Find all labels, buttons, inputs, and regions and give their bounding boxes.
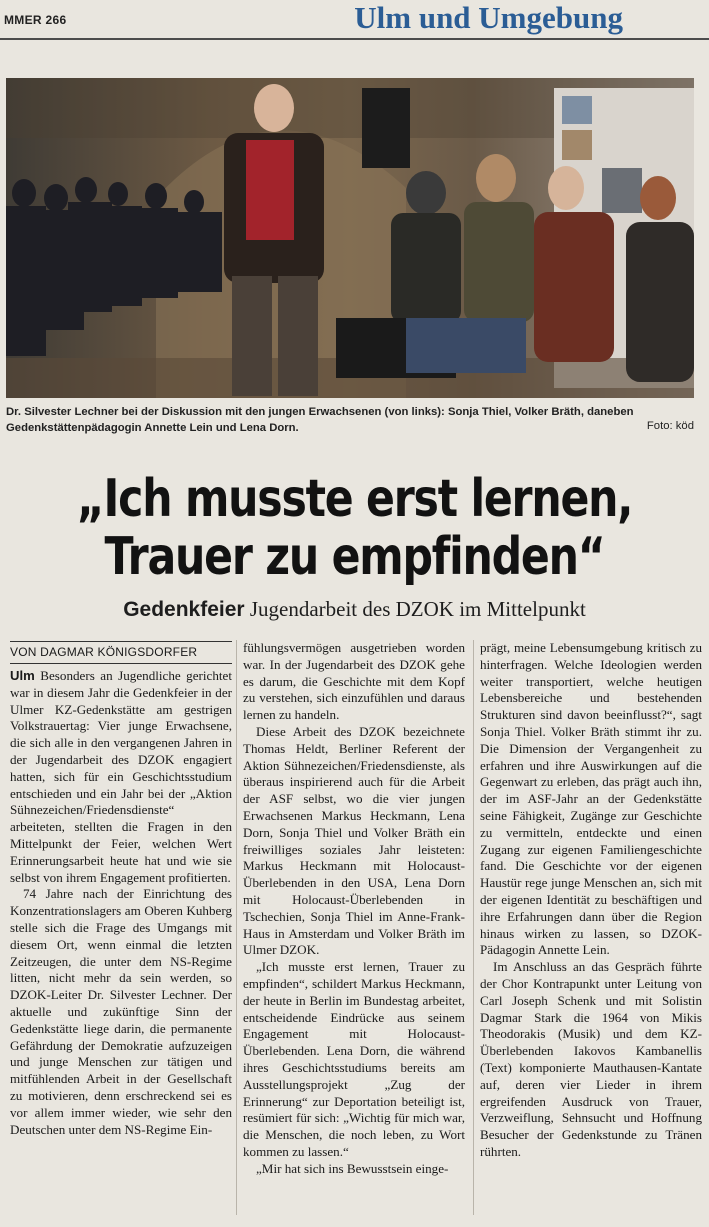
article-column-3: [480, 640, 702, 1161]
photo-credit: Foto: köd: [646, 420, 694, 432]
paragraph: Diese Arbeit des DZOK bezeichnete Thomas Heldt, Berliner Referent der Aktion Sühnezeichen/Friedensdienste, als überaus inspirierend auch für die Arbeit der ASF selbst, wo die vier jungen Erwachsenen Markus Heckmann, Lena Dorn, Sonja Thiel und Volker Bräth ein freiwilliges soziales Jahr leisteten: Markus Heckmann mit Holocaust-Überlebenden in den USA, Lena Dorn mit Holocaust-Überlebenden in Tschechien, Sonja Thiel im Anne-Frank-Haus in Amsterdam und Volker Bräth im Ulmer DZOK.: [243, 723, 465, 958]
paragraph: 74 Jahre nach der Einrichtung des Konzentrationslagers am Oberen Kuhberg stelle sich die Frage des Umgangs mit diesem Ort, wenn einmal die letzten Zeitzeugen, die unter dem NS-Regime litten, nicht mehr da sein werden, so DZOK-Leiter Dr. Silvester Lechner. Der aktuelle und zukünftige Sinn der Gedenkstätte liege darin, die permanente Gefährdung der Demokratie aufzuzeigen und junge Menschen zur tätigen und mitfühlenden Arbeit in der Gesellschaft zu motivieren, denn erschreckend sei es vor allem immer wieder, wie sehr den Deutschen unter dem NS-Regime Ein-: [10, 886, 232, 1137]
paragraph: „Ich musste erst lernen, Trauer zu empfinden“, schildert Markus Heckmann, der heute in Berlin im Bundestag arbeitet, entscheidende Eindrücke aus seinem Engagement mit Holocaust-Überlebenden. Lena Dorn, die während ihres Geschichtsstudiums bereits am Ausstellungsprojekt „Zug der Erinnerung“ zur Deportation beteiligt ist, resümiert für sich: „Wichtig für mich war, die Menschen, die noch leben, zu Wort kommen zu lassen.“: [243, 959, 465, 1159]
photo-caption: Dr. Silvester Lechner bei der Diskussion mit den jungen Erwachsenen (von links): Sonja Thiel, Volker Bräth, daneben Gedenkstättenpädagogin Annette Lein und Lena Dorn.: [6, 406, 634, 434]
column-divider: [473, 640, 474, 1215]
byline: VON DAGMAR KÖNIGSDORFER: [10, 641, 232, 664]
header-rule: [0, 38, 709, 40]
discussion-photo-illustration: [6, 78, 694, 398]
article-photo: [6, 78, 694, 398]
paragraph: prägt, meine Lebensumgebung kritisch zu hinterfragen. Welche Ideologien werden weiter transportiert, welche heutigen Lebensbereiche und bestehenden Strukturen sind davon beeinflusst?“, sagt Sonja Thiel. Volker Bräth stimmt ihr zu. Die Dimension der Vergangenheit zu erfahren und ihre Auswirkungen auf die Gegenwart zu erleben, das prägt auch ihn, der im ASF-Jahr an der Gedenkstätte seine Fähigkeit, Zugänge zur Geschichte zu vermitteln, entdeckte und einen Zugang zur eigenen Familiengeschichte fand. Die Geschichte vor der eigenen Haustür rege junge Menschen an, sich mit der eigenen Identität zu beschäftigen und ihre Erfahrungen dann über die Region hinaus wirken zu lassen, so DZOK-Pädagogin Annette Lein.: [480, 640, 702, 958]
dateline: Ulm: [10, 668, 35, 683]
article-column-1: [10, 668, 232, 1138]
issue-number: MMER 266: [4, 13, 67, 27]
paragraph: Im Anschluss an das Gespräch führte der Chor Kontrapunkt unter Leitung von Carl Joseph Schenk und mit Solistin Dagmar Stark die 1964 von Mikis Theodorakis (Musik) und dem KZ-Überlebenden Iakovos Kambanellis (Text) komponierte Mauthausen-Kantate auf, deren vier Lieder in ihrem ergreifenden Ausdruck von Trauer, Verzweiflung, Sehnsucht und Hoffnung Besucher der Gedenkstunde zu Tränen rührten.: [480, 959, 702, 1159]
kicker: Gedenkfeier: [123, 598, 245, 621]
headline-line-1: „Ich musste erst lernen,: [76, 469, 633, 529]
column-divider: [236, 640, 237, 1215]
article-headline: [64, 470, 645, 586]
paragraph: Ulm Besonders an Jugendliche gerichtet war in diesem Jahr die Gedenkfeier in der Ulmer KZ-Gedenkstätte am gestrigen Volkstrauertag: Vier junge Erwachsene, die sich alle in den vergangenen Jahren in der Jugendarbeit des DZOK engagiert hatten, sich für ein Geschichtsstudium entschieden und ein Jahr bei der „Aktion Sühnezeichen/Friedensdienste“ arbeiteten, stellten die Fragen in den Mittelpunkt der Feier, welchen Wert Erinnerungsarbeit heute hat und wie sie selbst von ihrem Engagement profitierten.: [10, 668, 232, 885]
paragraph: „Mir hat sich ins Bewusstsein einge-: [256, 1160, 449, 1176]
paragraph: fühlungsvermögen ausgetrieben worden war. In der Jugendarbeit des DZOK gehe es darum, die Geschichte mit dem Kopf zu verstehen, sich einzufühlen und daraus lernen zu handeln.: [243, 640, 465, 723]
section-title: Ulm und Umgebung: [354, 0, 623, 35]
article-subheadline: [0, 597, 709, 622]
headline-line-2: Trauer zu empfinden“: [104, 527, 605, 587]
subtitle: Jugendarbeit des DZOK im Mittelpunkt: [249, 597, 586, 621]
article-column-2: [243, 640, 465, 1178]
